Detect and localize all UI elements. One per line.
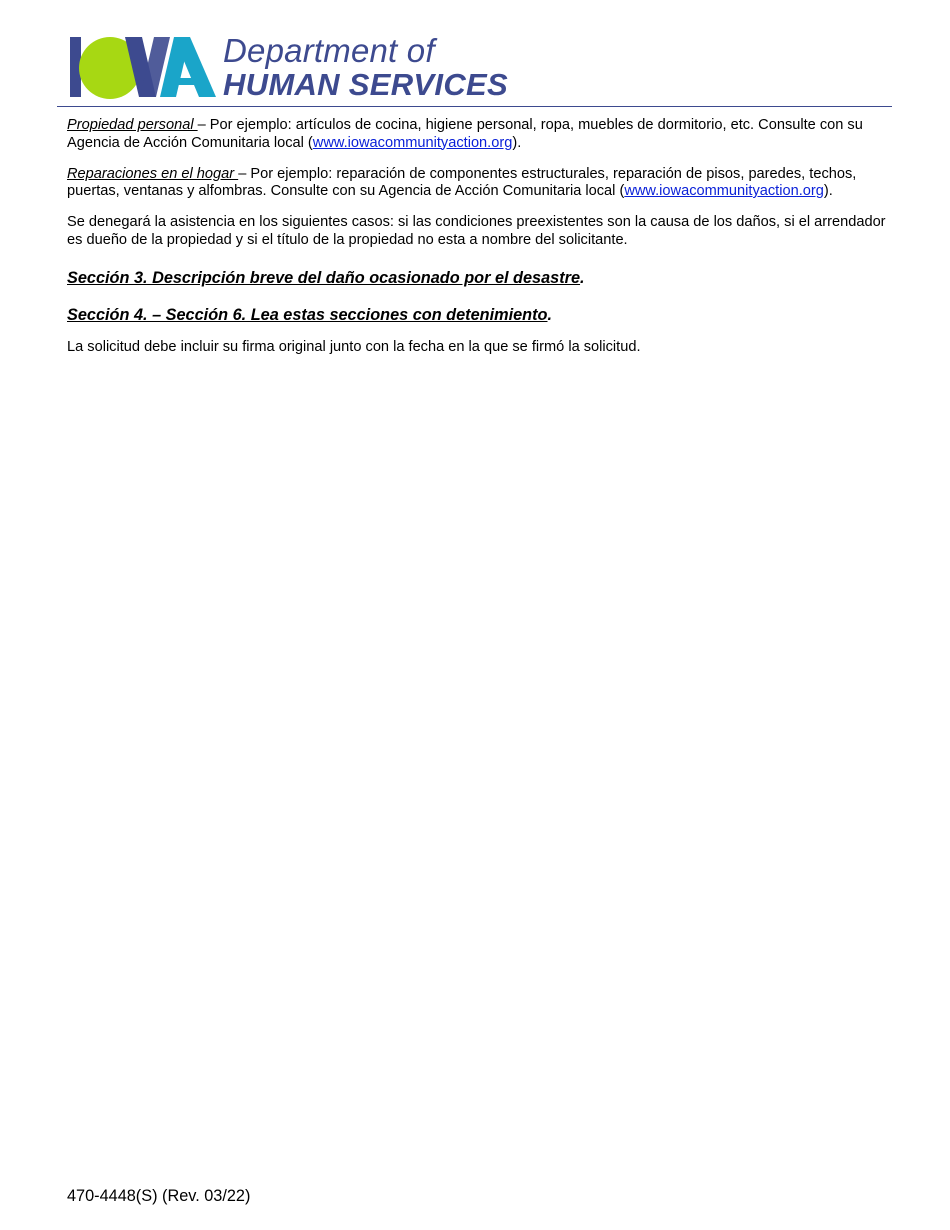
propiedad-personal-text: – Por ejemplo: artículos de cocina, higiene personal, ropa, muebles de dormitorio, etc. Consulte con su Agencia de Acción Comunitaria local (	[67, 117, 863, 151]
reparaciones-label: Reparaciones en el hogar	[67, 165, 239, 182]
section-3-period: .	[580, 269, 585, 287]
propiedad-personal-paragraph	[67, 117, 897, 152]
section-4-6-heading	[67, 305, 897, 325]
denial-paragraph: Se denegará la asistencia en los siguientes casos: si las condiciones preexistentes son la causa de los daños, si el arrendador es dueño de la propiedad y si el título de la propiedad no esta a nombre del solicitante.	[67, 214, 886, 248]
reparaciones-tail: ).	[823, 183, 833, 199]
form-number: 470-4448(S) (Rev. 03/22)	[67, 1187, 251, 1205]
propiedad-personal-label: Propiedad personal	[67, 117, 198, 133]
section-3-heading	[67, 268, 897, 288]
section-3-title: Sección 3. Descripción breve del daño ocasionado por el desastre	[67, 269, 581, 287]
department-title: Department of	[223, 32, 435, 69]
iowacommunityaction-link[interactable]: www.iowacommunityaction.org	[624, 183, 824, 199]
propiedad-personal-tail: ).	[512, 134, 522, 151]
section-4-6-title: Sección 4. – Sección 6. Lea estas secciones con detenimiento	[67, 306, 548, 324]
signature-note: La solicitud debe incluir su firma original junto con la fecha en la que se firmó la solicitud.	[67, 339, 641, 355]
reparaciones-text: – Por ejemplo: reparación de componentes estructurales, reparación de pisos, paredes, techos, puertas, ventanas y alfombras. Consulte con su Agencia de Acción Comunitaria local (	[67, 165, 857, 199]
iowa-logo	[70, 34, 218, 100]
header-divider	[57, 106, 892, 107]
document-body	[67, 117, 897, 370]
section-4-6-period: .	[547, 306, 553, 324]
reparaciones-paragraph	[67, 166, 897, 201]
iowacommunityaction-link[interactable]: www.iowacommunityaction.org	[312, 134, 513, 151]
page-header	[70, 32, 508, 102]
agency-name: HUMAN SERVICES	[223, 67, 508, 102]
